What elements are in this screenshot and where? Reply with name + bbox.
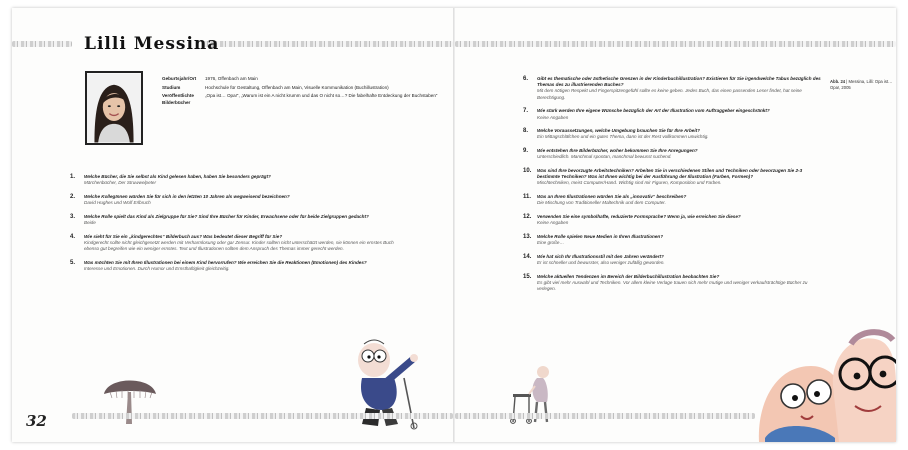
question-number: 8. [523, 128, 529, 135]
answer-text: Mischtechniken, meist Computer/Hand. Wichtig sind mir Figuren, Komposition und Farben. [537, 180, 722, 186]
answer-text: Mit dem nötigen Respekt und Fingerspitzengefühl sollte es keine geben. Jedes Buch, das einen passenden Leser findet, hat seine Berechtigung. [537, 88, 802, 100]
question-text: Was sind Ihre bevorzugte Arbeitstechniken? Arbeiten Sie in verschiedenen Stilen und Techniken oder bevorzugen Sie 2-3 bestimmte Techniken? Was ist Ihnen wichtig bei der Ausführung der Illustration (Farben, Formen)? [537, 168, 803, 180]
question-number: 4. [70, 233, 76, 240]
profile-value: Hochschule für Gestaltung, Offenbach am Main, Visuelle Kommunikation (Buchillustration) [205, 84, 389, 90]
profile-value: 1976, Offenbach am Main [205, 76, 258, 81]
portrait-photo [85, 71, 143, 145]
question-text: Wie entstehen Ihre Bilderbücher, woher bekommen Sie Ihre Anregungen? [537, 148, 698, 154]
question-item [523, 168, 823, 187]
question-item [70, 234, 400, 253]
question-text: Verwenden Sie eine symbolhafte, reduzierte Formsprache? Wenn ja, wie erreichen Sie diese? [537, 214, 741, 220]
profile-label: Geburtsjahr/Ort [162, 76, 197, 81]
question-text: Was an Ihren Illustrationen würden Sie als „innovativ“ beschreiben? [537, 194, 687, 200]
question-item [523, 76, 823, 101]
figure-caption [830, 79, 894, 91]
figure-caption-text: | Messina, Lilli: Opa ist… Opa!, 2005 [830, 79, 893, 90]
bottom-decorative-line-left [72, 413, 453, 419]
answer-text: Beide [84, 220, 96, 226]
profile-row [162, 85, 442, 91]
answer-text: Er ist schneller und bewusster, also weniger zufällig geworden. [537, 260, 665, 266]
question-item [523, 108, 823, 120]
answer-text: Es gibt viel mehr Auswahl und Techniken. Vor allem kleine Verlage trauen sich mehr mutige und weniger verkaufsträchtige Bücher zu verlegen. [537, 279, 808, 292]
profile-row [162, 76, 442, 82]
profile-row [162, 93, 442, 105]
question-number: 15. [523, 273, 532, 280]
portrait-photo-graphic [87, 73, 141, 143]
answer-text: Die Mischung von Traditioneller Maltechnik und dem Computer. [537, 200, 666, 206]
answer-text: David Hughes und Wolf Erlbruch [84, 200, 151, 206]
question-number: 10. [523, 168, 532, 175]
question-item [523, 128, 823, 140]
top-decorative-line-left-long [202, 41, 453, 47]
question-text: Wie hat sich Ihr Illustrationsstil mit den Jahren verändert? [537, 253, 664, 259]
top-decorative-line-right [455, 41, 896, 47]
question-text: Welche Rolle spielt das Kind als Zielgruppe für Sie? Sind Ihre Bücher für Kinder, Erwachsene oder für beide Zielgruppen gedacht? [84, 213, 369, 219]
right-page [455, 8, 896, 442]
question-item [70, 214, 400, 226]
question-number: 7. [523, 108, 529, 115]
answer-text: Kindgerecht sollte nicht gleichgesetzt werden mit Verharmlosung oder gar Zensur. Kinder sollten nicht unterschätzt werden, sie können ein ernstes Buch ebenso gut begreifen wie ein weniger ernstes. Text und Illustrationen sollten dem Anspruch des Themas immer gerecht werden. [84, 239, 394, 252]
figure-caption-label: Abb. 24 [830, 79, 846, 84]
question-item [523, 148, 823, 160]
page-title: Lilli Messina [84, 34, 220, 54]
answer-text: Keine Angaben [537, 220, 569, 226]
top-decorative-line-left [12, 41, 72, 47]
question-text: Welche aktuellen Tendenzen im Bereich der Bilderbuchillustration beobachten Sie? [537, 273, 720, 279]
question-number: 13. [523, 233, 532, 240]
answer-text: Keine Angaben [537, 114, 569, 120]
profile-label: Veröffentlichte Bilderbücher [162, 93, 194, 105]
question-number: 12. [523, 214, 532, 221]
answer-text: Ein Mittagschläfchen und ein gutes Thema, dann ist der Rest vollkommen unwichtig. [537, 134, 709, 140]
mushroom-illustration [100, 368, 160, 428]
question-text: Was möchten Sie mit Ihren Illustrationen bei einem Kind hervorrufen? Wie erreichen Sie die Reaktionen (Emotionen) des Kindes? [84, 259, 367, 265]
question-item [70, 194, 400, 206]
question-text: Welche Rolle spielen Neue Medien in Ihren Illustrationen? [537, 233, 664, 239]
question-number: 1. [70, 174, 76, 180]
page-number: 32 [26, 412, 47, 430]
character-illustration-couple [755, 326, 896, 442]
question-text: Welche Voraussetzungen, welche Umgebung brauchen Sie für Ihre Arbeit? [537, 128, 700, 134]
question-number: 11. [523, 194, 532, 201]
question-number: 5. [70, 259, 76, 266]
question-number: 3. [70, 213, 76, 220]
question-text: Wie sieht für Sie ein „kindgerechtes“ Bilderbuch aus? Was bedeutet dieser Begriff für Sie? [84, 233, 283, 239]
question-text: Gibt es thematische oder ästhetische Grenzen in der Kinderbuchillustration? Existieren für Sie irgendwelche Tabus bezüglich des Themas des zu illustrierenden Buches? [537, 76, 821, 88]
question-text: Wie stark werden Ihre eigene Wünsche bezüglich der Art der Illustration vom Auftraggeber eingeschränkt? [537, 108, 770, 114]
profile-value: „Opa ist… Opa!“, „Warum ist ein A nicht krumm und das O nicht so…? Die fabelhafte Entdeckung der Buchstaben“ [205, 93, 438, 99]
profile-label: Studium [162, 84, 181, 90]
left-page [12, 8, 453, 442]
question-item [70, 260, 400, 272]
question-number: 2. [70, 193, 76, 200]
book-spread [12, 8, 896, 442]
answer-text: Märchenbücher, Der Struwwelpeter [84, 180, 157, 186]
question-number: 9. [523, 148, 529, 155]
answer-text: Interesse und Emotionen. Durch Humor und Ernsthaftigkeit gleichzeitig. [84, 266, 230, 272]
question-item [70, 174, 400, 186]
question-item [523, 254, 823, 266]
question-list-left [70, 174, 400, 280]
question-number: 6. [523, 76, 529, 82]
question-item [523, 214, 823, 226]
question-text: Welche KollegInnen würden Sie für sich in den letzten 10 Jahren als wegweisend bezeichnen? [84, 193, 290, 199]
question-list-right [523, 76, 823, 300]
question-item [523, 234, 823, 246]
question-text: Welche Bücher, die Sie selbst als Kind gelesen haben, haben Sie besonders geprägt? [84, 174, 271, 179]
bottom-decorative-line-right [455, 413, 755, 419]
question-item [523, 194, 823, 206]
question-item [523, 274, 823, 293]
question-number: 14. [523, 253, 532, 260]
profile-info [162, 76, 442, 108]
answer-text: Eine große… [537, 240, 565, 246]
answer-text: Unterschiedlich. Manchmal spontan, manchmal bewusst suchend. [537, 154, 672, 160]
